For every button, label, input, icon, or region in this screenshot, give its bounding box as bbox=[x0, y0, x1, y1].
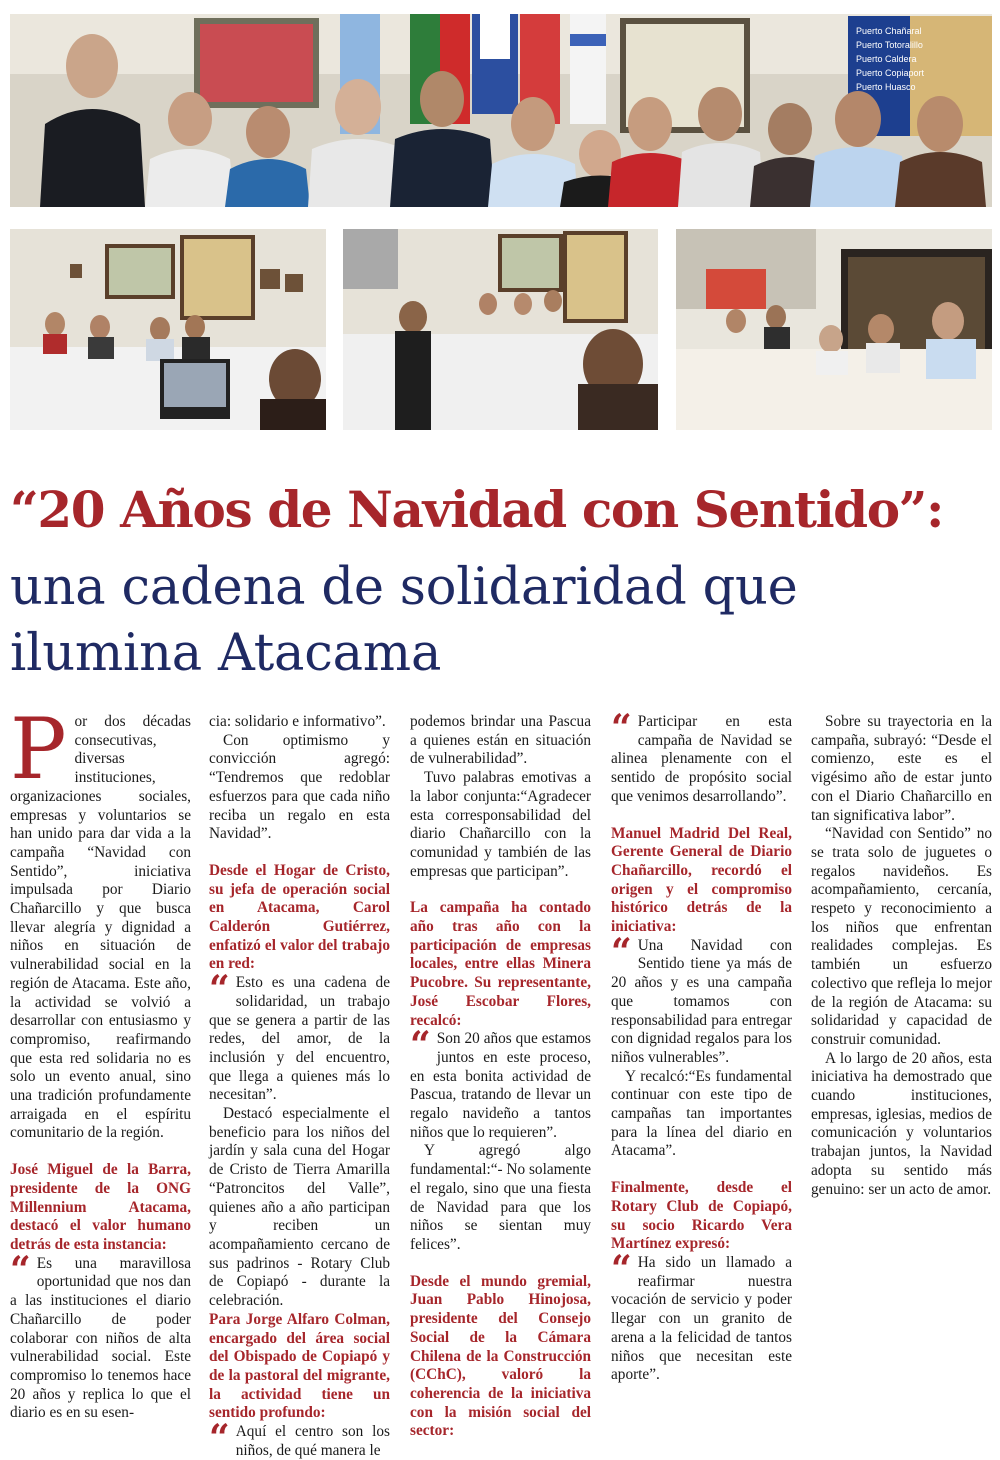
article-column-1 bbox=[10, 700, 191, 1422]
quote-paragraph: Son 20 años que estamos juntos en este proceso, en esta bonita actividad de Pascua, tratando de llevar un regalo navideño a tantos niños que lo requieren”. bbox=[410, 1030, 591, 1141]
quote-mark-icon: “ bbox=[10, 1248, 31, 1291]
section-lead-in: La campaña ha contado año tras año con la participación de empresas locales, entre ellas Minera Pucobre. Su representante, José Escobar Flores, recalcó: bbox=[410, 899, 591, 1029]
article-paragraph: or dos décadas consecutivas, diversas instituciones, organizaciones sociales, empresas y voluntarios se han unido para dar vida a la campaña “Navidad con Sentido”, iniciativa impulsada por Diario Chañarcillo y que busca llevar alegría y dignidad a niños en situación de vulnerabilidad social en la región de Atacama. Este año, la actividad se volvió a desarrollar con entusiasmo y compromiso, reafirmando que esta red solidaria no es solo un evento anual, sino una tradición profundamente arraigada en el espíritu comunitario de la región. bbox=[10, 713, 191, 1142]
quote-mark-icon: “ bbox=[611, 930, 632, 973]
quote-paragraph: Una Navidad con Sentido tiene ya más de 20 años y es una campaña que tomamos con responsabilidad para entregar con dignidad regalos para los niños vulnerables”. bbox=[611, 936, 792, 1066]
map-label-1: Puerto Chañaral bbox=[856, 26, 922, 36]
headline-title: “20 Años de Navidad con Sentido”: bbox=[10, 480, 944, 539]
section-lead-in: Para Jorge Alfaro Colman, encargado del área social del Obispado de Copiapó y de la pastoral del migrante, la actividad tiene un sentido profundo: bbox=[209, 1310, 390, 1422]
section-lead-in: Manuel Madrid Del Real, Gerente General de Diario Chañarcillo, recordó el origen y el compromiso histórico detrás de la iniciativa: bbox=[611, 824, 792, 936]
section-lead-in: Desde el Hogar de Cristo, su jefa de operación social en Atacama, Carol Calderón Gutiérrez, enfatizó el valor del trabajo en red: bbox=[209, 861, 390, 973]
article-paragraph: Y recalcó:“Es fundamental continuar con este tipo de campañas tan importantes para la línea del diario en Atacama”. bbox=[611, 1067, 792, 1160]
headline-subtitle-line-2: ilumina Atacama bbox=[10, 624, 442, 683]
meeting-photo-left bbox=[10, 229, 326, 430]
section-lead-in: Desde el mundo gremial, Juan Pablo Hinojosa, presidente del Consejo Social de la Cámara Chilena de la Construcción (CChC), valoró la coherencia de la iniciativa con la misión social del sector: bbox=[410, 1272, 591, 1440]
quote-paragraph: Es una maravillosa oportunidad que nos dan a las instituciones el diario Chañarcillo de poder colaborar con niños de alta vulnerabilidad social. Este compromiso lo tenemos hace 20 años y replica lo que el diario es en su esen- bbox=[10, 1254, 191, 1422]
article-paragraph: A lo largo de 20 años, esta iniciativa ha demostrado que cuando instituciones, empresas, iglesias, medios de comunicación y voluntarios trabajan juntos, la Navidad adopta su sentido más genuino: ser un acto de amor. bbox=[811, 1049, 992, 1198]
article-paragraph: Tuvo palabras emotivas a la labor conjunta:“Agradecer esta corresponsabilidad del diario Chañarcillo con la comunidad y también de las empresas que participan”. bbox=[410, 769, 591, 880]
article-paragraph: podemos brindar una Pascua a quienes están en situación de vulnerabilidad”. bbox=[410, 713, 591, 768]
group-photo bbox=[10, 14, 992, 207]
quote-paragraph: Participar en esta campaña de Navidad se alinea plenamente con el sentido de propósito social que venimos desarrollando”. bbox=[611, 713, 792, 805]
quote-mark-icon: “ bbox=[209, 968, 230, 1011]
section-lead-in: Finalmente, desde el Rotary Club de Copiapó, su socio Ricardo Vera Martínez expresó: bbox=[611, 1179, 792, 1253]
article-column-5 bbox=[811, 713, 992, 1345]
quote-mark-icon: “ bbox=[209, 1417, 230, 1460]
meeting-photo-right bbox=[676, 229, 992, 430]
article-column-4 bbox=[611, 707, 792, 1384]
quote-mark-icon: “ bbox=[611, 707, 632, 749]
quote-paragraph: Ha sido un llamado a reafirmar nuestra vocación de servicio y poder llegar con un granito de arena a la felicidad de tantos niños que necesitan este aporte”. bbox=[611, 1253, 792, 1384]
drop-cap: P bbox=[10, 700, 67, 798]
article-paragraph: Con optimismo y convicción agregó: “Tendremos que redoblar esfuerzos para que cada niño reciba un regalo en esta Navidad”. bbox=[209, 731, 390, 843]
quote-mark-icon: “ bbox=[611, 1247, 632, 1290]
article-paragraph: Sobre su trayectoria en la campaña, subrayó: “Desde el comienzo, este es el vigésimo año de estar junto con el Diario Chañarcillo en tan significativa labor”. bbox=[811, 713, 992, 824]
article-column-2 bbox=[209, 713, 390, 1460]
article-paragraph: “Navidad con Sentido” no se trata solo de juguetes o regalos navideños. Es acompañamiento, cercanía, respeto y reconocimiento a los niños que enfrentan realidades complejas. Es también un esfuerzo colectivo que refleja lo mejor de la región de Atacama: su solidaridad y capacidad de construir comunidad. bbox=[811, 825, 992, 1048]
quote-paragraph: Aquí el centro son los niños, de qué manera le bbox=[235, 1423, 390, 1459]
headline-subtitle-line-1: una cadena de solidaridad que bbox=[10, 558, 798, 617]
quote-paragraph: Esto es una cadena de solidaridad, un trabajo que se genera a partir de las redes, del amor, de la inclusión y del encuentro, que llega a quienes más lo necesitan”. bbox=[209, 974, 390, 1104]
article-paragraph: Y agregó algo fundamental:“- No solamente el regalo, sino que una fiesta de Navidad para que los niños se sientan muy felices”. bbox=[410, 1142, 591, 1253]
article-paragraph: Destacó especialmente el beneficio para los niños del jardín y sala cuna del Hogar de Cristo de Tierra Amarilla “Patroncitos del Valle”, quienes año a año participan y reciben un acompañamiento cercano de sus padrinos - Rotary Club de Copiapó - durante la celebración. bbox=[209, 1105, 390, 1310]
map-label-4: Puerto Copiaport bbox=[856, 68, 925, 78]
map-label-5: Puerto Huasco bbox=[856, 82, 916, 92]
article-column-3 bbox=[410, 713, 591, 1440]
map-label-3: Puerto Caldera bbox=[856, 54, 917, 64]
map-label-2: Puerto Totoralillo bbox=[856, 40, 923, 50]
quote-mark-icon: “ bbox=[410, 1024, 431, 1067]
article-paragraph: cia: solidario e informativo”. bbox=[209, 713, 386, 730]
meeting-photo-center bbox=[343, 229, 658, 430]
section-lead-in: José Miguel de la Barra, presidente de la ONG Millennium Atacama, destacó el valor humano detrás de esta instancia: bbox=[10, 1161, 191, 1253]
